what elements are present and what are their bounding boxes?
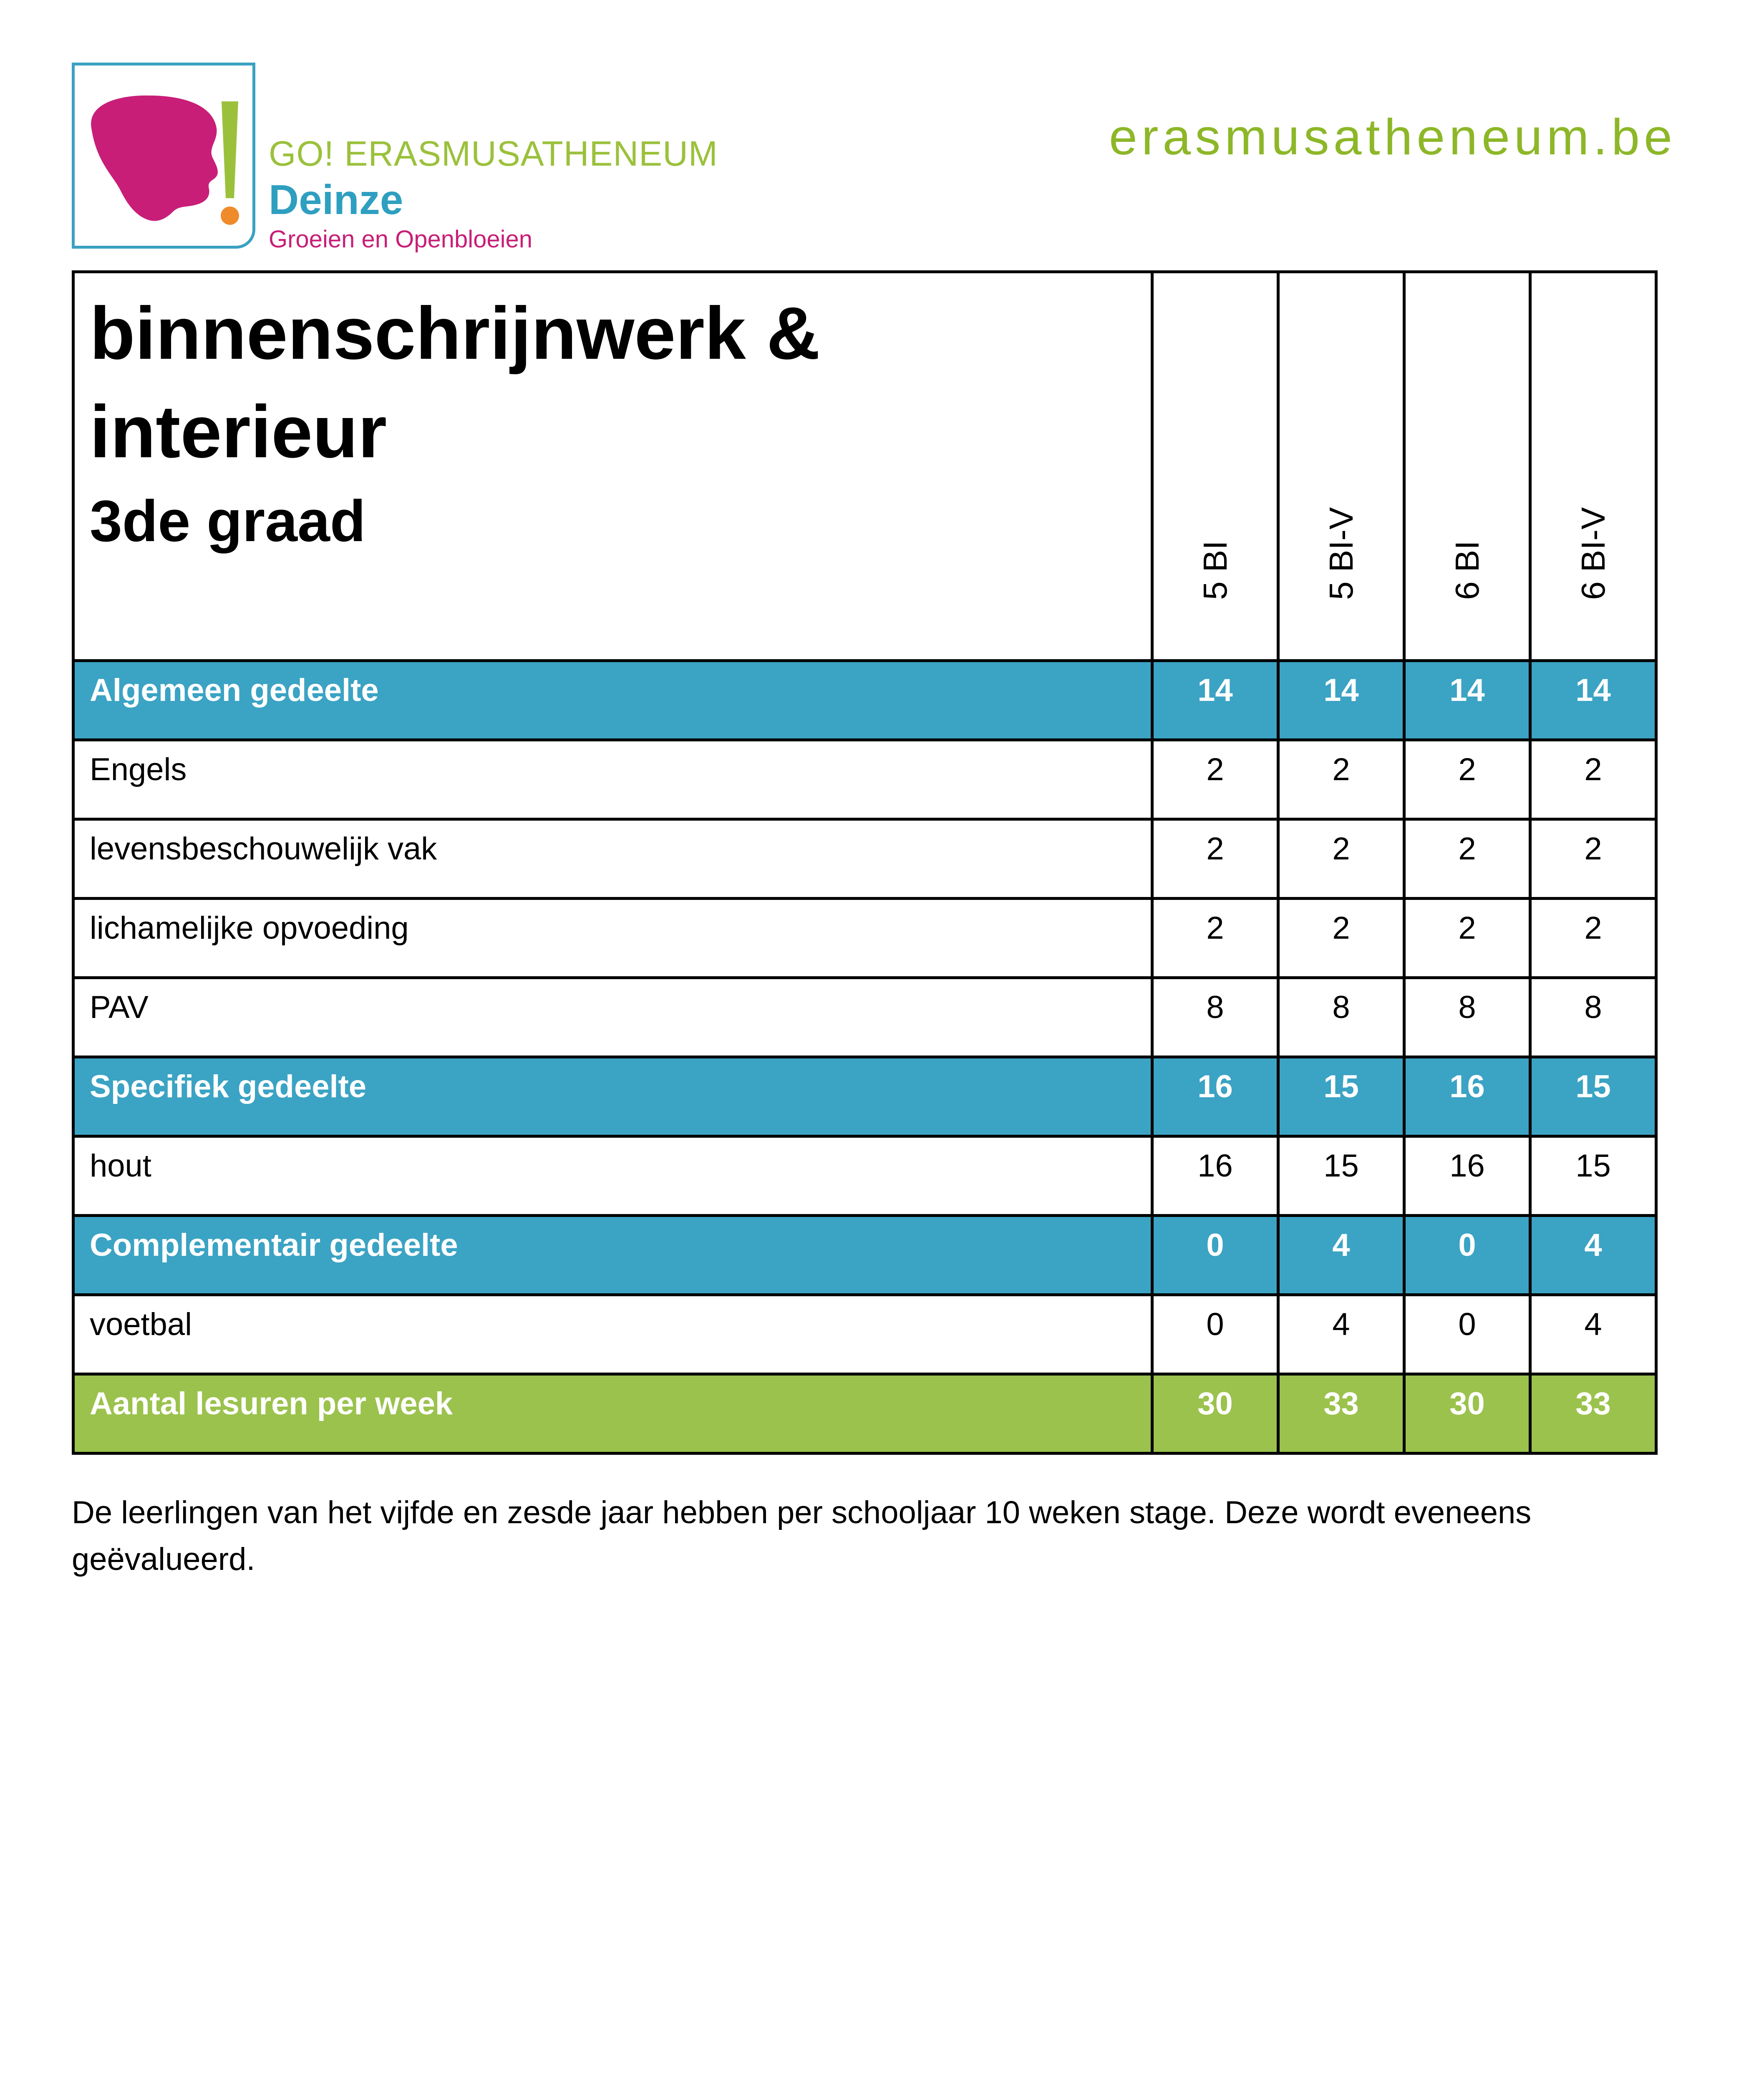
column-header-label: 5 BI (1196, 540, 1234, 600)
row-value: 2 (1404, 899, 1530, 978)
row-value: 16 (1152, 1057, 1278, 1136)
row-label: Specifiek gedeelte (73, 1057, 1152, 1136)
row-value: 2 (1152, 819, 1278, 899)
row-value: 15 (1278, 1057, 1404, 1136)
table-row (73, 1136, 1656, 1216)
row-value: 14 (1404, 661, 1530, 740)
table-row (73, 819, 1656, 899)
table-title-cell (73, 272, 1152, 661)
logo-head-icon (75, 66, 258, 252)
table-row (73, 978, 1656, 1057)
section-row (73, 1057, 1656, 1136)
logo-city-name: Deinze (269, 176, 403, 223)
column-header-label: 5 BI-V (1322, 507, 1360, 600)
logo-slogan: Groeien en Openbloeien (269, 226, 533, 253)
row-value: 4 (1530, 1216, 1656, 1295)
row-label: lichamelijke opvoeding (73, 899, 1152, 978)
school-logo (72, 63, 255, 249)
website-url[interactable]: erasmusatheneum.be (1109, 108, 1676, 165)
row-label: Complementair gedeelte (73, 1216, 1152, 1295)
row-label: levensbeschouwelijk vak (73, 819, 1152, 899)
column-header (1404, 272, 1530, 661)
total-row (73, 1374, 1656, 1454)
row-value: 14 (1152, 661, 1278, 740)
row-value: 2 (1530, 740, 1656, 819)
row-value: 2 (1404, 740, 1530, 819)
column-header-label: 6 BI-V (1574, 507, 1612, 600)
row-value: 8 (1278, 978, 1404, 1057)
row-value: 4 (1278, 1295, 1404, 1374)
row-value: 2 (1530, 899, 1656, 978)
row-value: 16 (1152, 1136, 1278, 1216)
column-header (1152, 272, 1278, 661)
table-row (73, 899, 1656, 978)
row-value: 8 (1404, 978, 1530, 1057)
row-value: 33 (1530, 1374, 1656, 1454)
row-label: Algemeen gedeelte (73, 661, 1152, 740)
row-value: 15 (1530, 1057, 1656, 1136)
row-value: 0 (1404, 1216, 1530, 1295)
row-value: 14 (1530, 661, 1656, 740)
footnote: De leerlingen van het vijfde en zesde jaar hebben per schooljaar 10 weken stage. Deze wordt eveneens geëvalueerd. (72, 1495, 1532, 1577)
row-value: 4 (1530, 1295, 1656, 1374)
section-row (73, 661, 1656, 740)
row-value: 30 (1404, 1374, 1530, 1454)
row-label: PAV (73, 978, 1152, 1057)
row-value: 0 (1404, 1295, 1530, 1374)
row-value: 2 (1278, 740, 1404, 819)
row-value: 15 (1278, 1136, 1404, 1216)
column-header (1278, 272, 1404, 661)
row-value: 30 (1152, 1374, 1278, 1454)
table-title-line1: binnenschrijnwerk & (90, 292, 820, 375)
row-value: 14 (1278, 661, 1404, 740)
column-header (1530, 272, 1656, 661)
row-value: 2 (1278, 899, 1404, 978)
column-header-label: 6 BI (1448, 540, 1486, 600)
row-value: 8 (1152, 978, 1278, 1057)
row-value: 2 (1278, 819, 1404, 899)
row-value: 2 (1152, 899, 1278, 978)
row-value: 8 (1530, 978, 1656, 1057)
row-label: hout (73, 1136, 1152, 1216)
table-title-line2: interieur (90, 390, 387, 473)
hours-table (72, 270, 1658, 1455)
row-label: Engels (73, 740, 1152, 819)
logo-school-name: GO! ERASMUSATHENEUM (269, 134, 718, 173)
row-label: Aantal lesuren per week (73, 1374, 1152, 1454)
row-label: voetbal (73, 1295, 1152, 1374)
row-value: 2 (1152, 740, 1278, 819)
row-value: 16 (1404, 1057, 1530, 1136)
row-value: 15 (1530, 1136, 1656, 1216)
table-subtitle: 3de graad (90, 488, 366, 554)
section-row (73, 1216, 1656, 1295)
row-value: 4 (1278, 1216, 1404, 1295)
row-value: 2 (1530, 819, 1656, 899)
table-row (73, 1295, 1656, 1374)
table-row (73, 740, 1656, 819)
row-value: 2 (1404, 819, 1530, 899)
table-header-row (73, 272, 1656, 661)
row-value: 33 (1278, 1374, 1404, 1454)
row-value: 0 (1152, 1216, 1278, 1295)
row-value: 0 (1152, 1295, 1278, 1374)
row-value: 16 (1404, 1136, 1530, 1216)
